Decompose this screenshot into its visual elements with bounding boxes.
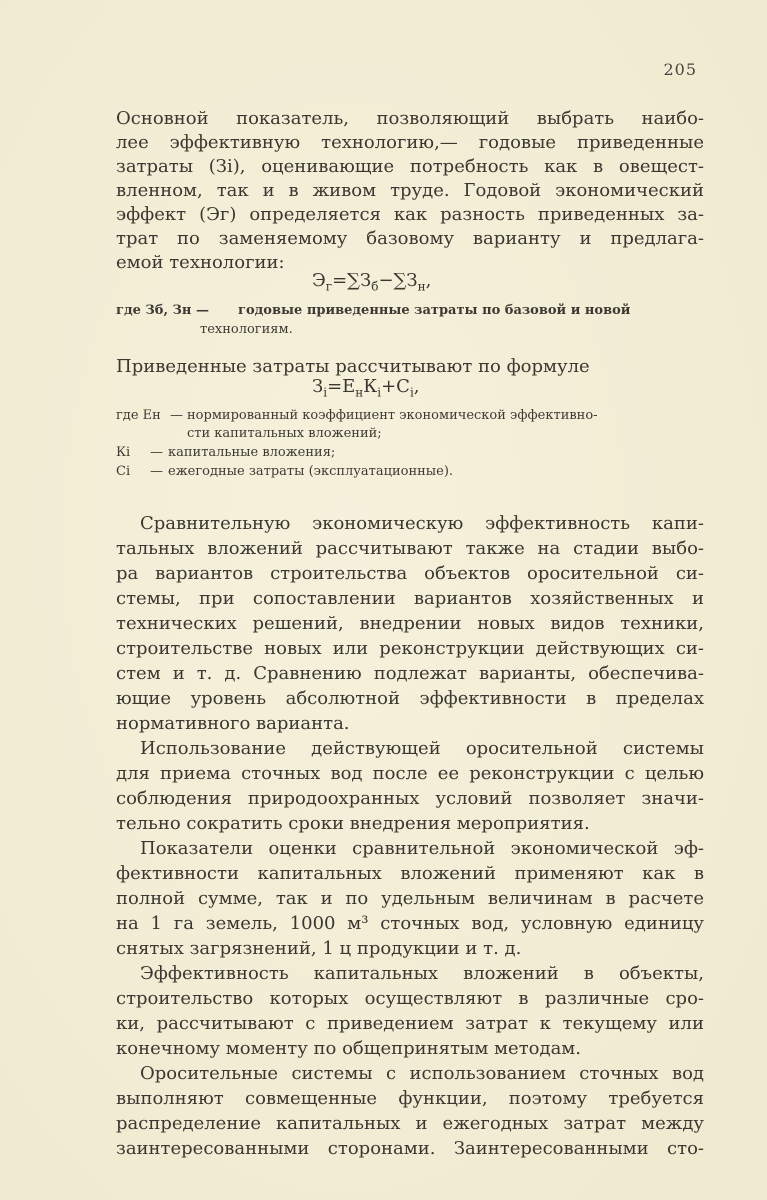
para3-line-3: ра вариантов строительства объектов оросительной си-	[116, 563, 704, 584]
para6-line-4: конечному моменту по общепринятым методам.	[116, 1038, 582, 1059]
para3-line-2: тальных вложений рассчитывают также на стадии выбо-	[116, 538, 704, 559]
formula-reduced-costs	[312, 376, 420, 400]
para6-line-1: Эффективность капитальных вложений в объекты,	[140, 963, 704, 984]
formula1-lhs-sub: г	[325, 279, 333, 294]
para3-line-6: строительстве новых или реконструкции действующих си-	[116, 638, 704, 659]
note2-term-4: Сi	[116, 464, 131, 479]
para1-line-3: затраты (Зi), оценивающие потребность как в овещест-	[116, 156, 704, 177]
para5-line-3: полной сумме, так и по удельным величинам в расчете	[116, 888, 704, 909]
note2-text-4: ежегодные затраты (эксплуатационные).	[168, 464, 454, 479]
note2-dash-3: —	[150, 445, 163, 460]
para4-line-1: Использование действующей оросительной системы	[140, 738, 704, 759]
para1-line-7: емой технологии:	[116, 252, 285, 273]
para3-line-1: Сравнительную экономическую эффективность капи-	[140, 513, 704, 534]
formula1-lhs: Э	[312, 270, 326, 291]
para4-line-2: для приема сточных вод после ее реконструкции с целью	[116, 763, 704, 784]
note2-text-2: сти капитальных вложений;	[187, 426, 382, 441]
para1-line-6: трат по заменяемому базовому варианту и предлага-	[116, 228, 704, 249]
para5-line-2: фективности капитальных вложений применяют как в	[116, 863, 704, 884]
formula1-minus: −∑З	[378, 270, 418, 291]
para4-line-3: соблюдения природоохранных условий позволяет значи-	[116, 788, 704, 809]
para7-line-1: Оросительные системы с использованием сточных вод	[140, 1063, 704, 1084]
page-number: 205	[663, 60, 697, 79]
para5-line-5: снятых загрязнений, 1 ц продукции и т. д.	[116, 938, 522, 959]
formula1-end: ,	[425, 270, 432, 291]
formula2-d-sub: i	[409, 385, 414, 400]
formula2-c: К	[363, 376, 378, 397]
formula1-eq: =∑З	[332, 270, 372, 291]
para3-line-9: нормативного варианта.	[116, 713, 350, 734]
formula2-a-sub: i	[323, 385, 328, 400]
note2-dash-4: —	[150, 464, 163, 479]
para6-line-3: ки, рассчитывают с приведением затрат к текущему или	[116, 1013, 704, 1034]
para3-line-7: стем и т. д. Сравнению подлежат варианты, обеспечива-	[116, 663, 704, 684]
formula1-term1-sub: б	[371, 279, 379, 294]
para6-line-2: строительство которых осуществляют в различные сро-	[116, 988, 704, 1009]
para1-line-1: Основной показатель, позволяющий выбрать наибо-	[116, 108, 704, 129]
note2-dash-1: —	[170, 408, 183, 423]
para4-line-4: тельно сократить сроки внедрения мероприятия.	[116, 813, 590, 834]
formula1-term2-sub: н	[417, 279, 426, 294]
note2-text-3: капитальные вложения;	[168, 445, 336, 460]
note2-text-1: нормированный коэффициент экономической эффективно-	[187, 408, 598, 423]
note1-prefix: где Зб, Зн —	[116, 303, 209, 318]
para1-line-5: эффект (Эг) определяется как разность приведенных за-	[116, 204, 704, 225]
note1-line-1: годовые приведенные затраты по базовой и новой	[238, 303, 631, 318]
note1-line-2: технологиям.	[200, 322, 293, 337]
para1-line-4: вленном, так и в живом труде. Годовой экономический	[116, 180, 704, 201]
para7-line-2: выполняют совмещенные функции, поэтому требуется	[116, 1088, 704, 1109]
formula2-d: +С	[381, 376, 410, 397]
para5-line-1: Показатели оценки сравнительной экономической эф-	[140, 838, 704, 859]
para1-line-2: лее эффективную технологию,— годовые приведенные	[116, 132, 704, 153]
formula-annual-effect	[312, 270, 431, 294]
para3-line-5: технических решений, внедрении новых видов техники,	[116, 613, 704, 634]
note2-term-3: Кi	[116, 445, 131, 460]
formula2-a: З	[312, 376, 324, 397]
para3-line-4: стемы, при сопоставлении вариантов хозяйственных и	[116, 588, 704, 609]
para2: Приведенные затраты рассчитывают по формуле	[116, 356, 590, 377]
para5-line-4: на 1 га земель, 1000 м³ сточных вод, условную единицу	[116, 913, 704, 934]
formula2-b-sub: н	[355, 385, 364, 400]
formula2-c-sub: i	[377, 385, 382, 400]
para7-line-3: распределение капитальных и ежегодных затрат между	[116, 1113, 704, 1134]
note2-term-1: где Ен	[116, 408, 161, 423]
formula2-end: ,	[413, 376, 420, 397]
para3-line-8: ющие уровень абсолютной эффективности в пределах	[116, 688, 704, 709]
formula2-b: =Е	[327, 376, 356, 397]
para7-line-4: заинтересованными сторонами. Заинтересованными сто-	[116, 1138, 704, 1159]
